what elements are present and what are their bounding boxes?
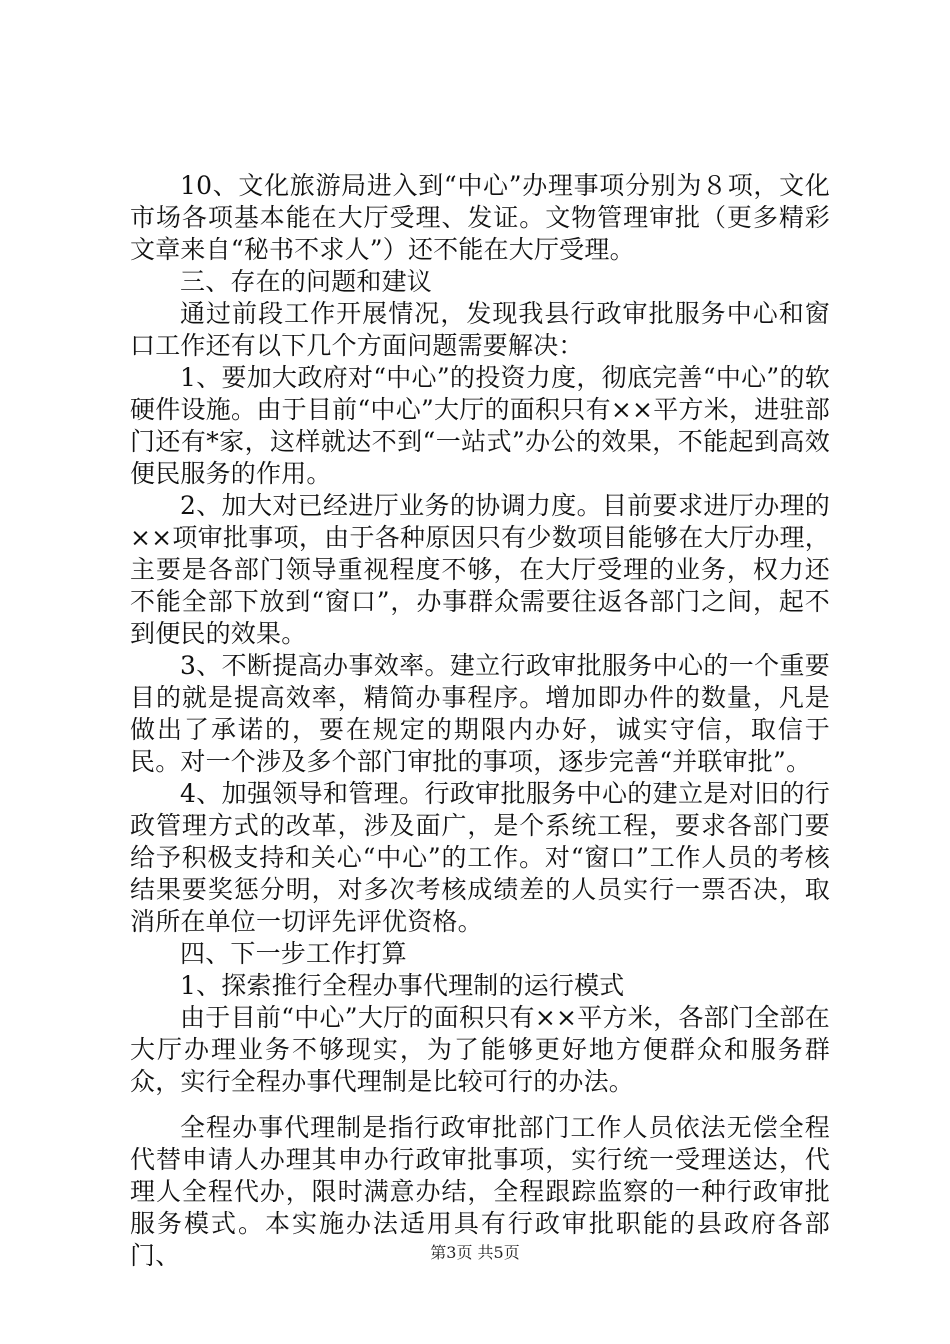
section-heading-next-steps: 四、下一步工作打算 <box>180 939 407 968</box>
paragraph-problem-2: 2、加大对已经进厅业务的协调力度。目前要求进厅办理的××项审批事项，由于各种原因只有少数项目能够在大厅办理，主要是各部门领导重视程度不够，在大厅受理的业务，权力还不能全部下放到“窗口”，办事群众需要往返各部门之间，起不到便民的效果。 <box>130 491 830 648</box>
paragraph-agency-reason: 由于目前“中心”大厅的面积只有××平方米，各部门全部在大厅办理业务不够现实，为了能够更好地方便群众和服务群众，实行全程办事代理制是比较可行的办法。 <box>130 1003 830 1096</box>
paragraph-problem-1: 1、要加大政府对“中心”的投资力度，彻底完善“中心”的软硬件设施。由于目前“中心”大厅的面积只有××平方米，进驻部门还有*家，这样就达不到“一站式”办公的效果，不能起到高效便民服务的作用。 <box>130 363 830 488</box>
page-footer <box>0 1243 950 1263</box>
section-heading-problems: 三、存在的问题和建议 <box>180 267 433 296</box>
subheading-agency-model: 1、探索推行全程办事代理制的运行模式 <box>180 971 625 1000</box>
document-body <box>130 170 830 1272</box>
paragraph-problems-intro: 通过前段工作开展情况，发现我县行政审批服务中心和窗口工作还有以下几个方面问题需要解决： <box>130 299 830 360</box>
page-number-label: 第3页 共5页 <box>430 1243 520 1262</box>
paragraph-problem-3: 3、不断提高办事效率。建立行政审批服务中心的一个重要目的就是提高效率，精简办事程序。增加即办件的数量，凡是做出了承诺的，要在规定的期限内办好，诚实守信，取信于民。对一个涉及多个部门审批的事项，逐步完善“并联审批”。 <box>130 651 830 776</box>
paragraph-problem-4: 4、加强领导和管理。行政审批服务中心的建立是对旧的行政管理方式的改革，涉及面广，是个系统工程，要求各部门要给予积极支持和关心“中心”的工作。对“窗口”工作人员的考核结果要奖惩分明，对多次考核成绩差的人员实行一票否决，取消所在单位一切评先评优资格。 <box>130 779 830 936</box>
paragraph-culture-tourism: 10、文化旅游局进入到“中心”办理事项分别为８项，文化市场各项基本能在大厅受理、发证。文物管理审批（更多精彩文章来自“秘书不求人”）还不能在大厅受理。 <box>130 171 830 264</box>
paragraph-agency-definition: 全程办事代理制是指行政审批部门工作人员依法无偿全程代替申请人办理其申办行政审批事项，实行统一受理送达，代理人全程代办，限时满意办结，全程跟踪监察的一种行政审批服务模式。本实施办法适用具有行政审批职能的县政府各部门、 <box>130 1113 830 1270</box>
